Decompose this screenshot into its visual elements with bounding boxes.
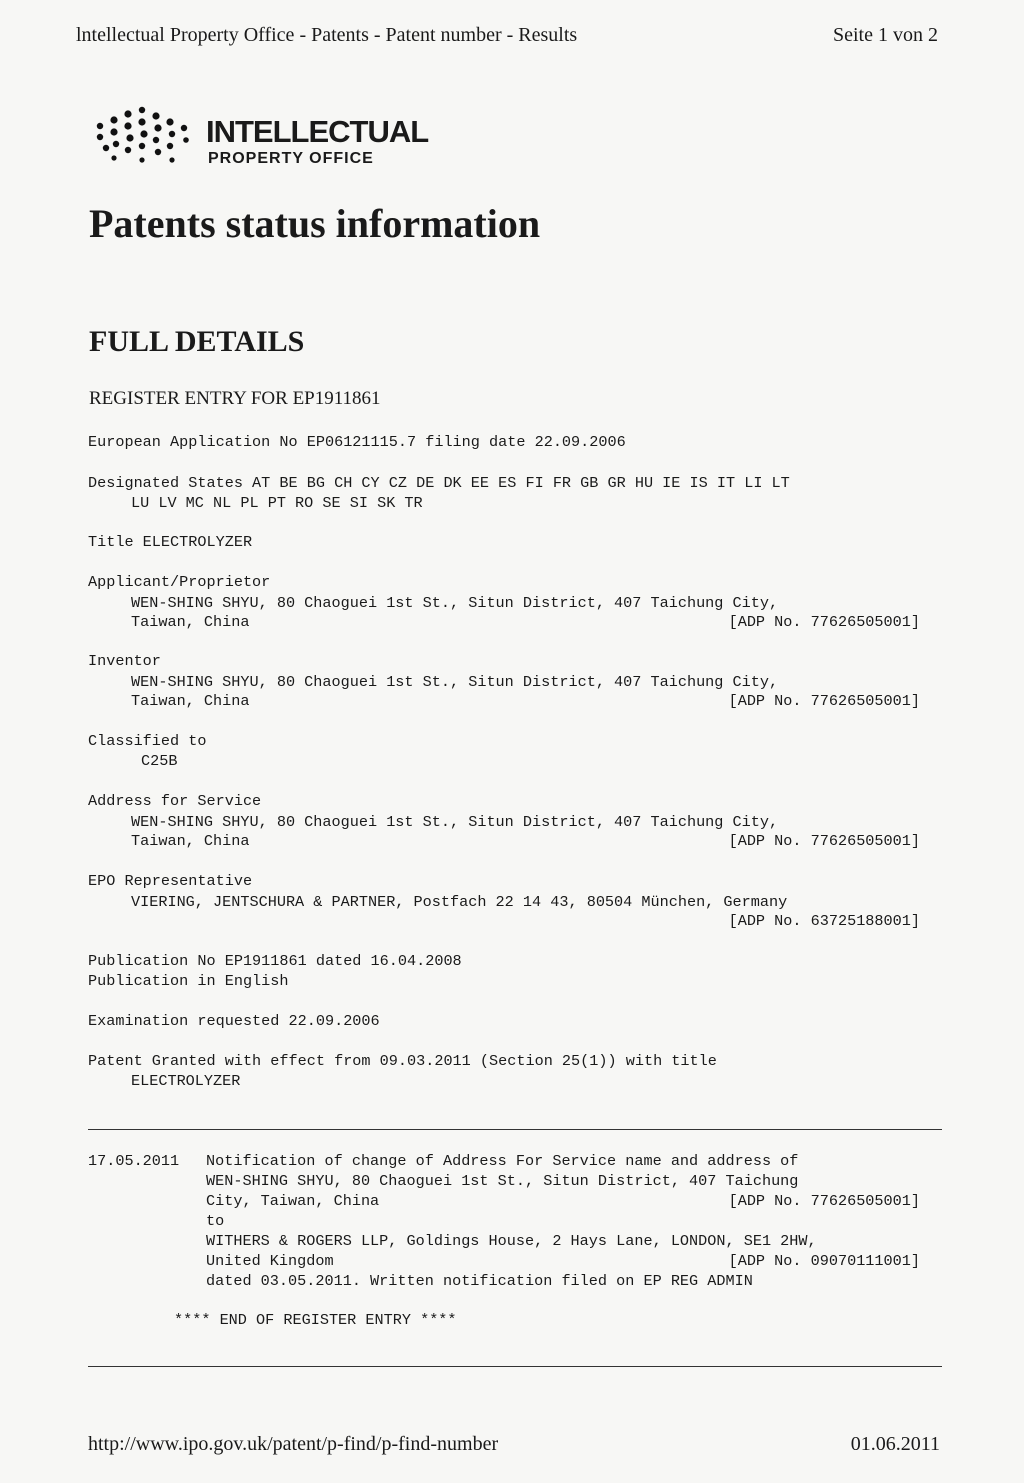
applicant-address-line2: Taiwan, China [131, 613, 250, 631]
publication-number: Publication No EP1911861 dated 16.04.2008 [88, 952, 462, 970]
applicant-label: Applicant/Proprietor [88, 573, 271, 591]
ipo-logo-dots-icon [92, 104, 196, 170]
notification-line7: dated 03.05.2011. Written notification filed on EP REG ADMIN [206, 1272, 753, 1290]
end-of-register-entry: **** END OF REGISTER ENTRY **** [174, 1311, 457, 1329]
notification-to: to [206, 1212, 225, 1230]
publication-language: Publication in English [88, 972, 289, 990]
patent-title: Title ELECTROLYZER [88, 533, 253, 551]
patent-granted-line1: Patent Granted with effect from 09.03.2011 (Section 25(1)) with title [88, 1052, 717, 1070]
footer-date: 01.06.2011 [850, 1433, 940, 1455]
notification-line1: Notification of change of Address For Service name and address of [206, 1152, 799, 1170]
representative-adp-number: [ADP No. 63725188001] [728, 912, 920, 930]
notification-line5: WITHERS & ROGERS LLP, Goldings House, 2 Hays Lane, LONDON, SE1 2HW, [206, 1232, 817, 1250]
ipo-logo [92, 104, 432, 170]
classified-label: Classified to [88, 732, 207, 750]
service-address-line1: WEN-SHING SHYU, 80 Chaoguei 1st St., Situn District, 407 Taichung City, [131, 813, 779, 831]
applicant-adp-number: [ADP No. 77626505001] [728, 613, 920, 631]
page-number: Seite 1 von 2 [833, 24, 938, 46]
logo-text-line1: INTELLECTUAL [206, 114, 429, 149]
notification-line6: United Kingdom [206, 1252, 334, 1270]
examination-requested: Examination requested 22.09.2006 [88, 1012, 380, 1030]
application-number: European Application No EP06121115.7 filing date 22.09.2006 [88, 433, 626, 451]
page-title: Patents status information [89, 201, 541, 246]
designated-states-line1: Designated States AT BE BG CH CY CZ DE DK EE ES FI FR GB GR HU IE IS IT LI LT [88, 474, 790, 492]
service-address-line2: Taiwan, China [131, 832, 250, 850]
patent-granted-line2: ELECTROLYZER [131, 1072, 241, 1090]
notification-date: 17.05.2011 [88, 1152, 180, 1170]
section-title: FULL DETAILS [89, 325, 305, 358]
inventor-address-line2: Taiwan, China [131, 692, 250, 710]
applicant-address-line1: WEN-SHING SHYU, 80 Chaoguei 1st St., Situn District, 407 Taichung City, [131, 594, 779, 612]
logo-text-line2: PROPERTY OFFICE [208, 150, 374, 167]
page-header-title: lntellectual Property Office - Patents - Patent number - Results [76, 24, 578, 46]
footer-url-link[interactable]: http://www.ipo.gov.uk/patent/p-find/p-find-number [88, 1433, 499, 1455]
epo-representative-label: EPO Representative [88, 872, 253, 890]
classification-code: C25B [141, 752, 178, 770]
notification-line3: City, Taiwan, China [206, 1192, 380, 1210]
divider-top [88, 1129, 942, 1130]
register-entry-heading: REGISTER ENTRY FOR EP1911861 [89, 388, 381, 409]
address-for-service-label: Address for Service [88, 792, 262, 810]
inventor-address-line1: WEN-SHING SHYU, 80 Chaoguei 1st St., Situn District, 407 Taichung City, [131, 673, 779, 691]
designated-states-line2: LU LV MC NL PL PT RO SE SI SK TR [131, 494, 423, 512]
notification-line2: WEN-SHING SHYU, 80 Chaoguei 1st St., Situn District, 407 Taichung [206, 1172, 799, 1190]
inventor-adp-number: [ADP No. 77626505001] [728, 692, 920, 710]
notification-adp-new: [ADP No. 09070111001] [728, 1252, 920, 1270]
service-adp-number: [ADP No. 77626505001] [728, 832, 920, 850]
divider-bottom [88, 1366, 942, 1367]
inventor-label: Inventor [88, 652, 161, 670]
notification-adp-old: [ADP No. 77626505001] [728, 1192, 920, 1210]
representative-address: VIERING, JENTSCHURA & PARTNER, Postfach 22 14 43, 80504 München, Germany [131, 893, 788, 911]
